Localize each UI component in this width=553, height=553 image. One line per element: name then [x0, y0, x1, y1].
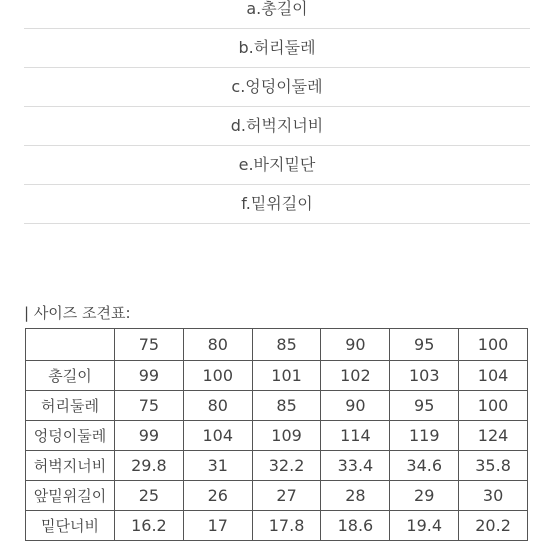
table-row	[26, 391, 528, 421]
measure-item-rise: f.밑위길이	[24, 185, 530, 224]
table-cell: 102	[321, 361, 390, 391]
table-row	[26, 421, 528, 451]
table-cell: 16.2	[115, 511, 184, 541]
table-cell: 85	[252, 391, 321, 421]
table-cell: 20.2	[459, 511, 528, 541]
table-cell: 95	[390, 391, 459, 421]
measure-item-waist: b.허리둘레	[24, 29, 530, 68]
table-cell: 119	[390, 421, 459, 451]
row-label: 총길이	[26, 361, 115, 391]
table-cell: 29	[390, 481, 459, 511]
table-cell: 104	[459, 361, 528, 391]
table-row	[26, 511, 528, 541]
table-cell: 17	[183, 511, 252, 541]
table-cell: 104	[183, 421, 252, 451]
header-cell-size: 100	[459, 329, 528, 361]
header-cell-size: 95	[390, 329, 459, 361]
table-cell: 30	[459, 481, 528, 511]
table-cell: 75	[115, 391, 184, 421]
measurement-list	[24, 0, 530, 224]
header-cell-size: 75	[115, 329, 184, 361]
measure-item-length: a.총길이	[24, 0, 530, 29]
table-cell: 29.8	[115, 451, 184, 481]
table-cell: 27	[252, 481, 321, 511]
row-label: 앞밑위길이	[26, 481, 115, 511]
table-row	[26, 481, 528, 511]
table-cell: 17.8	[252, 511, 321, 541]
table-cell: 33.4	[321, 451, 390, 481]
table-cell: 114	[321, 421, 390, 451]
measure-item-hem: e.바지밑단	[24, 146, 530, 185]
table-row	[26, 361, 528, 391]
measure-item-hip: c.엉덩이둘레	[24, 68, 530, 107]
header-cell-size: 85	[252, 329, 321, 361]
table-cell: 34.6	[390, 451, 459, 481]
table-cell: 18.6	[321, 511, 390, 541]
table-cell: 35.8	[459, 451, 528, 481]
size-table-caption: | 사이즈 조견표:	[24, 304, 131, 322]
measure-item-thigh: d.허벅지너비	[24, 107, 530, 146]
table-cell: 25	[115, 481, 184, 511]
size-table	[25, 328, 528, 541]
row-label: 허리둘레	[26, 391, 115, 421]
table-cell: 80	[183, 391, 252, 421]
table-cell: 101	[252, 361, 321, 391]
table-cell: 109	[252, 421, 321, 451]
table-cell: 19.4	[390, 511, 459, 541]
row-label: 엉덩이둘레	[26, 421, 115, 451]
table-cell: 99	[115, 361, 184, 391]
table-cell: 99	[115, 421, 184, 451]
table-cell: 103	[390, 361, 459, 391]
row-label: 밑단너비	[26, 511, 115, 541]
table-cell: 124	[459, 421, 528, 451]
header-cell-size: 80	[183, 329, 252, 361]
table-cell: 31	[183, 451, 252, 481]
header-cell-empty	[26, 329, 115, 361]
table-cell: 26	[183, 481, 252, 511]
table-cell: 28	[321, 481, 390, 511]
table-cell: 90	[321, 391, 390, 421]
table-cell: 100	[183, 361, 252, 391]
table-cell: 100	[459, 391, 528, 421]
header-cell-size: 90	[321, 329, 390, 361]
table-cell: 32.2	[252, 451, 321, 481]
table-row	[26, 451, 528, 481]
size-table-header-row	[26, 329, 528, 361]
row-label: 허벅지너비	[26, 451, 115, 481]
